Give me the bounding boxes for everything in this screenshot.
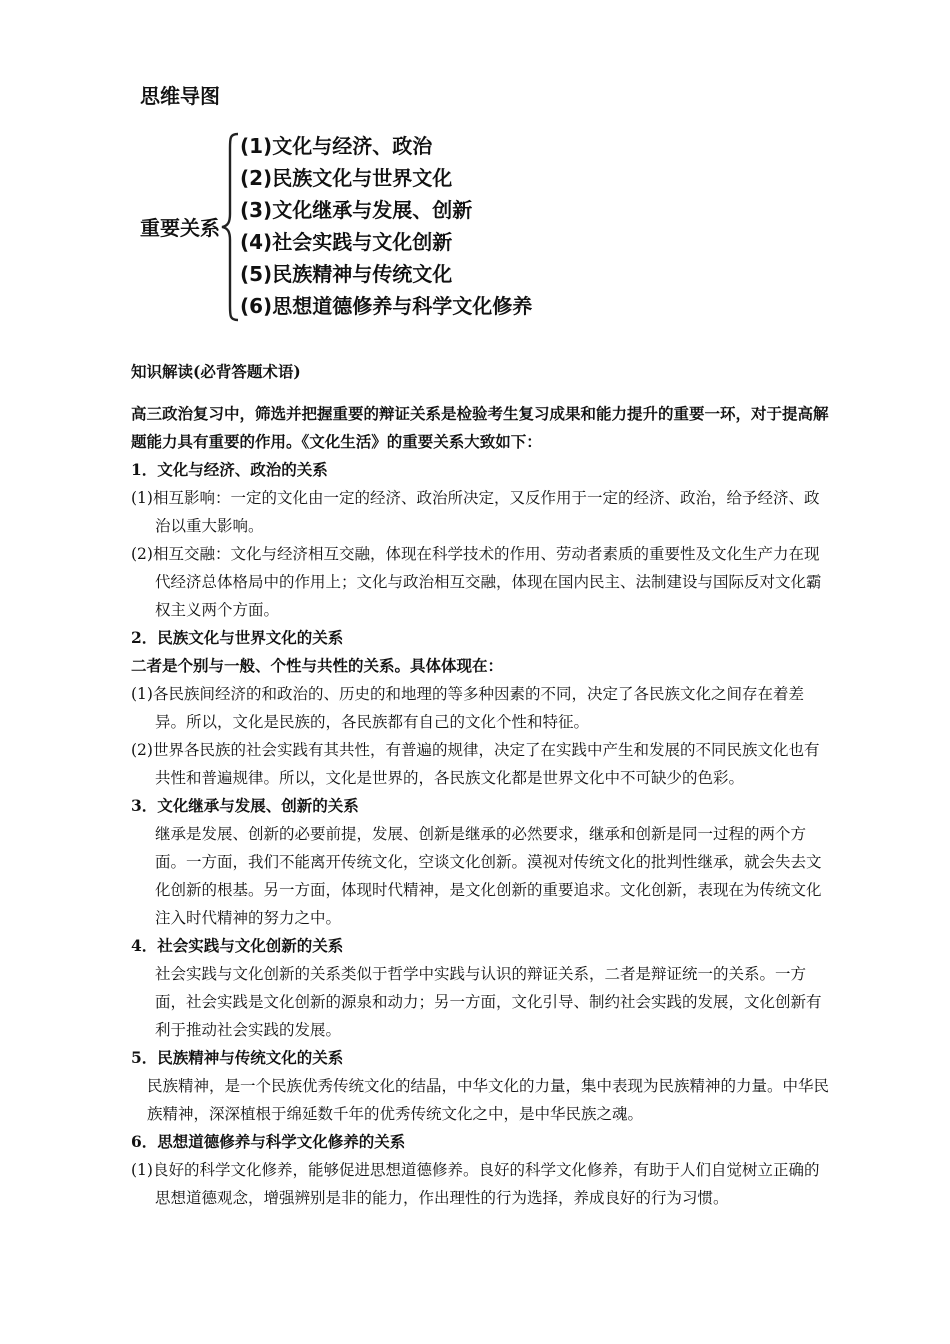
list-item: (1)各民族间经济的和政治的、历史的和地理的等多种因素的不同，决定了各民族文化之间存在着差异。所以，文化是民族的，各民族都有自己的文化个性和特征。 bbox=[131, 685, 804, 731]
section-title: 5．民族精神与传统文化的关系 bbox=[131, 1048, 344, 1067]
mind-map-branch: (5)民族精神与传统文化 bbox=[240, 262, 453, 286]
section-title: 3．文化继承与发展、创新的关系 bbox=[131, 796, 359, 815]
paragraph: 继承是发展、创新的必要前提，发展、创新是继承的必然要求，继承和创新是同一过程的两个方面。一方面，我们不能离开传统文化，空谈文化创新。漠视对传统文化的批判性继承，就会失去文化创新的根基。另一方面，体现时代精神，是文化创新的重要追求。文化创新，表现在为传统文化注入时代精神的努力之中。 bbox=[155, 825, 822, 927]
mind-map-branch: (6)思想道德修养与科学文化修养 bbox=[240, 294, 533, 318]
mind-map-title: 思维导图 bbox=[140, 84, 220, 108]
list-item: (1)相互影响：一定的文化由一定的经济、政治所决定，又反作用于一定的经济、政治，给予经济、政治以重大影响。 bbox=[131, 489, 820, 535]
list-item: (2)世界各民族的社会实践有其共性，有普遍的规律，决定了在实践中产生和发展的不同民族文化也有共性和普遍规律。所以，文化是世界的，各民族文化都是世界文化中不可缺少的色彩。 bbox=[131, 741, 820, 787]
lead-paragraph: 二者是个别与一般、个性与共性的关系。具体体现在： bbox=[131, 656, 504, 675]
list-item: (2)相互交融：文化与经济相互交融，体现在科学技术的作用、劳动者素质的重要性及文化生产力在现代经济总体格局中的作用上；文化与政治相互交融，体现在国内民主、法制建设与国际反对文化霸权主义两个方面。 bbox=[131, 545, 822, 619]
brace-icon bbox=[220, 132, 242, 322]
paragraph: 民族精神，是一个民族优秀传统文化的结晶，中华文化的力量，集中表现为民族精神的力量。中华民族精神，深深植根于绵延数千年的优秀传统文化之中，是中华民族之魂。 bbox=[147, 1077, 830, 1123]
mind-map bbox=[140, 78, 580, 328]
mind-map-branch: (1)文化与经济、政治 bbox=[240, 134, 433, 158]
section-title: 1．文化与经济、政治的关系 bbox=[131, 460, 328, 479]
mind-map-branches bbox=[240, 130, 532, 322]
section-title: 6．思想道德修养与科学文化修养的关系 bbox=[131, 1132, 406, 1151]
mind-map-branch: (3)文化继承与发展、创新 bbox=[240, 198, 473, 222]
list-item: (1)良好的科学文化修养，能够促进思想道德修养。良好的科学文化修养，有助于人们自觉树立正确的思想道德观念，增强辨别是非的能力，作出理性的行为选择，养成良好的行为习惯。 bbox=[131, 1161, 820, 1207]
mind-map-branch: (4)社会实践与文化创新 bbox=[240, 230, 453, 254]
section-title: 4．社会实践与文化创新的关系 bbox=[131, 936, 344, 955]
mind-map-root: 重要关系 bbox=[140, 216, 220, 240]
section-heading: 知识解读(必背答题术语) bbox=[131, 362, 301, 381]
section-title: 2．民族文化与世界文化的关系 bbox=[131, 628, 344, 647]
document-body bbox=[131, 358, 831, 1212]
paragraph: 社会实践与文化创新的关系类似于哲学中实践与认识的辩证关系，二者是辩证统一的关系。一方面，社会实践是文化创新的源泉和动力；另一方面，文化引导、制约社会实践的发展，文化创新有利于推动社会实践的发展。 bbox=[155, 965, 822, 1039]
mind-map-branch: (2)民族文化与世界文化 bbox=[240, 166, 453, 190]
intro-paragraph: 高三政治复习中，筛选并把握重要的辩证关系是检验考生复习成果和能力提升的重要一环，对于提高解题能力具有重要的作用。《文化生活》的重要关系大致如下： bbox=[131, 404, 829, 451]
